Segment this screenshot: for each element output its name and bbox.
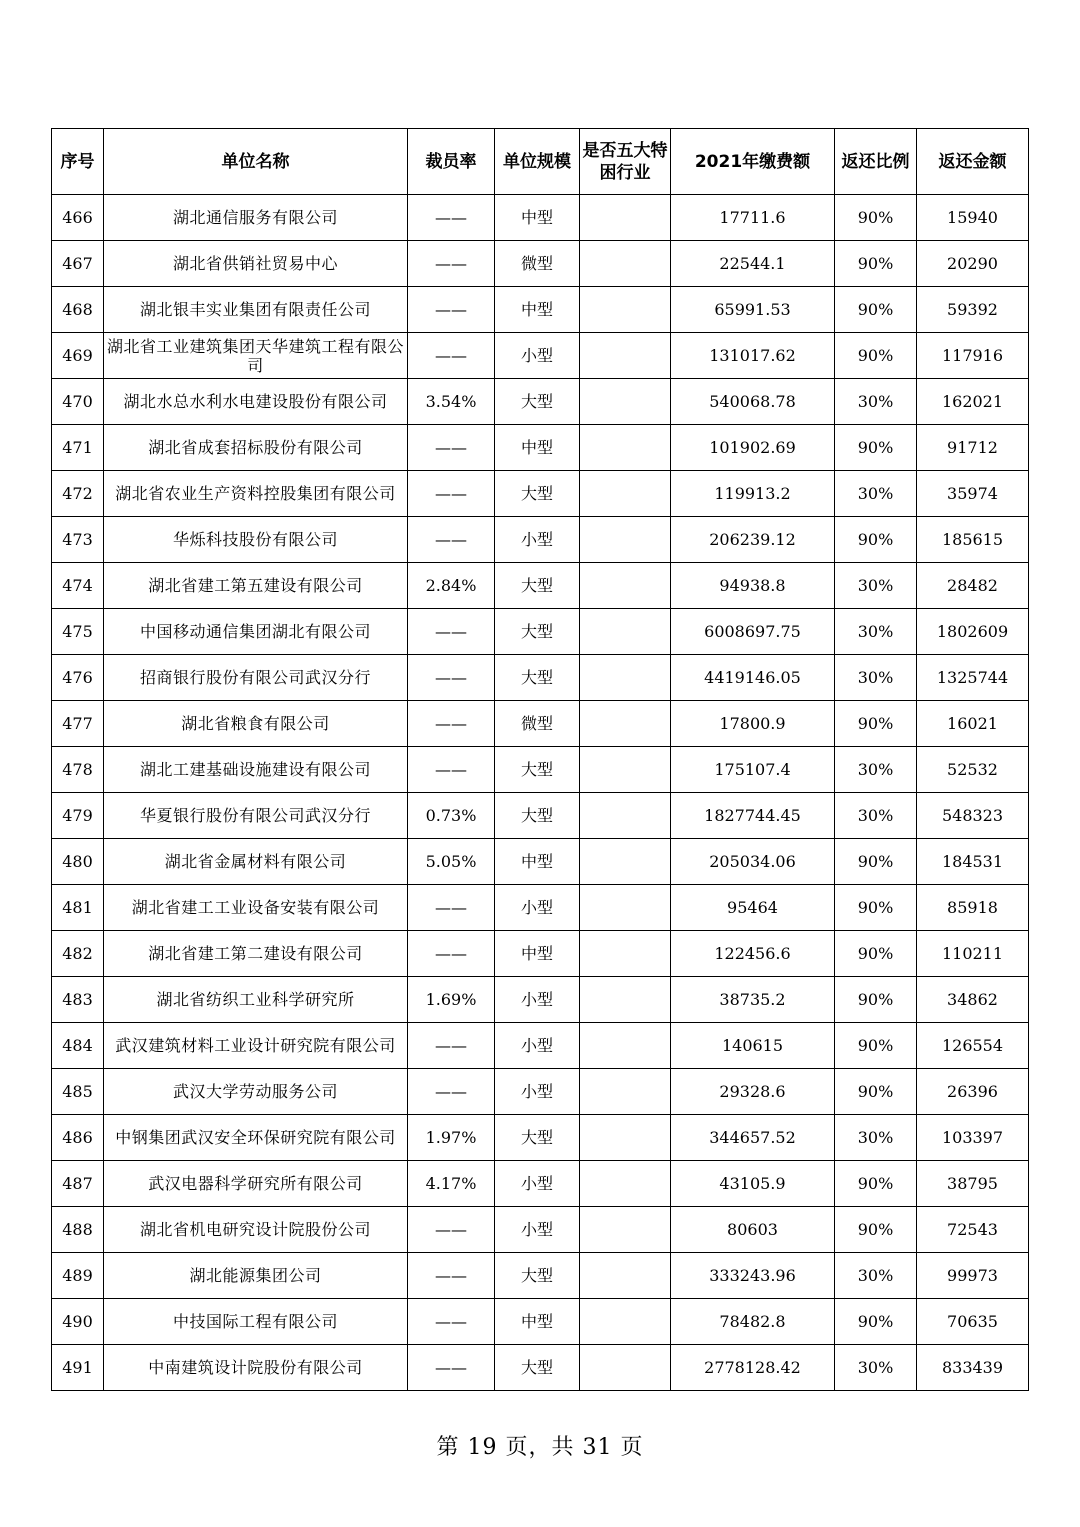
cell-unit-size: 大型 (495, 655, 580, 701)
cell-refund-amount: 91712 (917, 425, 1029, 471)
cell-hardship-industry (580, 1207, 671, 1253)
cell-index: 475 (52, 609, 104, 655)
cell-payment-2021: 29328.6 (671, 1069, 835, 1115)
table-row (52, 287, 1029, 333)
header-refund-amount: 返还金额 (917, 129, 1029, 195)
cell-refund-ratio: 30% (835, 1115, 917, 1161)
table-row (52, 379, 1029, 425)
cell-refund-amount: 26396 (917, 1069, 1029, 1115)
cell-payment-2021: 2778128.42 (671, 1345, 835, 1391)
cell-unit-name: 中技国际工程有限公司 (104, 1299, 408, 1345)
table-row (52, 563, 1029, 609)
table-row (52, 839, 1029, 885)
cell-refund-amount: 85918 (917, 885, 1029, 931)
table-row (52, 1253, 1029, 1299)
cell-refund-ratio: 30% (835, 1253, 917, 1299)
cell-refund-amount: 70635 (917, 1299, 1029, 1345)
cell-payment-2021: 95464 (671, 885, 835, 931)
cell-unit-name: 华夏银行股份有限公司武汉分行 (104, 793, 408, 839)
cell-index: 479 (52, 793, 104, 839)
cell-unit-size: 大型 (495, 1345, 580, 1391)
cell-unit-size: 大型 (495, 1253, 580, 1299)
cell-unit-name: 招商银行股份有限公司武汉分行 (104, 655, 408, 701)
cell-hardship-industry (580, 1115, 671, 1161)
cell-unit-name: 武汉建筑材料工业设计研究院有限公司 (104, 1023, 408, 1069)
cell-index: 469 (52, 333, 104, 379)
cell-payment-2021: 78482.8 (671, 1299, 835, 1345)
cell-unit-name: 武汉电器科学研究所有限公司 (104, 1161, 408, 1207)
cell-refund-amount: 1802609 (917, 609, 1029, 655)
table-row (52, 1115, 1029, 1161)
cell-payment-2021: 344657.52 (671, 1115, 835, 1161)
cell-index: 476 (52, 655, 104, 701)
cell-layoff-rate: —— (408, 701, 495, 747)
cell-refund-amount: 126554 (917, 1023, 1029, 1069)
cell-refund-amount: 184531 (917, 839, 1029, 885)
cell-hardship-industry (580, 471, 671, 517)
cell-index: 491 (52, 1345, 104, 1391)
cell-hardship-industry (580, 885, 671, 931)
page-footer: 第 19 页，共 31 页 (436, 1435, 644, 1460)
cell-layoff-rate: —— (408, 747, 495, 793)
header-row (52, 129, 1029, 195)
cell-refund-ratio: 90% (835, 517, 917, 563)
table-row (52, 1161, 1029, 1207)
cell-layoff-rate: —— (408, 287, 495, 333)
header-layoff-rate: 裁员率 (408, 129, 495, 195)
cell-refund-ratio: 90% (835, 287, 917, 333)
cell-layoff-rate: 4.17% (408, 1161, 495, 1207)
cell-layoff-rate: 1.69% (408, 977, 495, 1023)
cell-payment-2021: 140615 (671, 1023, 835, 1069)
cell-unit-size: 大型 (495, 379, 580, 425)
cell-unit-name: 武汉大学劳动服务公司 (104, 1069, 408, 1115)
cell-refund-amount: 59392 (917, 287, 1029, 333)
cell-hardship-industry (580, 793, 671, 839)
cell-unit-size: 小型 (495, 333, 580, 379)
cell-layoff-rate: 2.84% (408, 563, 495, 609)
table-row (52, 655, 1029, 701)
cell-refund-amount: 833439 (917, 1345, 1029, 1391)
cell-refund-amount: 20290 (917, 241, 1029, 287)
cell-refund-amount: 72543 (917, 1207, 1029, 1253)
cell-unit-name: 湖北省金属材料有限公司 (104, 839, 408, 885)
table-row (52, 517, 1029, 563)
cell-hardship-industry (580, 655, 671, 701)
cell-payment-2021: 80603 (671, 1207, 835, 1253)
cell-refund-ratio: 30% (835, 563, 917, 609)
cell-layoff-rate: 1.97% (408, 1115, 495, 1161)
cell-payment-2021: 65991.53 (671, 287, 835, 333)
cell-hardship-industry (580, 701, 671, 747)
cell-layoff-rate: —— (408, 425, 495, 471)
cell-unit-size: 中型 (495, 425, 580, 471)
cell-unit-size: 微型 (495, 701, 580, 747)
cell-unit-size: 中型 (495, 839, 580, 885)
cell-unit-name: 湖北省粮食有限公司 (104, 701, 408, 747)
cell-unit-name: 湖北能源集团公司 (104, 1253, 408, 1299)
cell-refund-ratio: 90% (835, 333, 917, 379)
cell-unit-size: 大型 (495, 609, 580, 655)
cell-payment-2021: 131017.62 (671, 333, 835, 379)
cell-unit-size: 微型 (495, 241, 580, 287)
cell-layoff-rate: —— (408, 333, 495, 379)
cell-unit-name: 湖北省建工第五建设有限公司 (104, 563, 408, 609)
cell-index: 483 (52, 977, 104, 1023)
cell-unit-size: 中型 (495, 1299, 580, 1345)
header-refund-ratio: 返还比例 (835, 129, 917, 195)
table-row (52, 195, 1029, 241)
header-hardship-industry: 是否五大特困行业 (580, 129, 671, 195)
cell-index: 480 (52, 839, 104, 885)
cell-hardship-industry (580, 287, 671, 333)
cell-layoff-rate: —— (408, 1069, 495, 1115)
cell-payment-2021: 122456.6 (671, 931, 835, 977)
cell-payment-2021: 6008697.75 (671, 609, 835, 655)
cell-unit-size: 小型 (495, 1161, 580, 1207)
cell-refund-amount: 15940 (917, 195, 1029, 241)
cell-hardship-industry (580, 1299, 671, 1345)
cell-refund-ratio: 90% (835, 1299, 917, 1345)
cell-index: 466 (52, 195, 104, 241)
cell-hardship-industry (580, 1161, 671, 1207)
cell-index: 468 (52, 287, 104, 333)
cell-refund-amount: 548323 (917, 793, 1029, 839)
cell-refund-ratio: 30% (835, 1345, 917, 1391)
table-row (52, 931, 1029, 977)
cell-layoff-rate: 0.73% (408, 793, 495, 839)
cell-refund-amount: 99973 (917, 1253, 1029, 1299)
cell-refund-amount: 1325744 (917, 655, 1029, 701)
table-row (52, 609, 1029, 655)
refund-table (51, 128, 1029, 1391)
cell-unit-size: 小型 (495, 1069, 580, 1115)
cell-unit-name: 华烁科技股份有限公司 (104, 517, 408, 563)
cell-refund-ratio: 30% (835, 609, 917, 655)
table-row (52, 1023, 1029, 1069)
cell-refund-amount: 34862 (917, 977, 1029, 1023)
table-row (52, 977, 1029, 1023)
cell-unit-name: 湖北省机电研究设计院股份公司 (104, 1207, 408, 1253)
cell-refund-ratio: 90% (835, 1069, 917, 1115)
cell-unit-size: 小型 (495, 977, 580, 1023)
cell-unit-name: 湖北省成套招标股份有限公司 (104, 425, 408, 471)
cell-refund-ratio: 90% (835, 977, 917, 1023)
cell-hardship-industry (580, 747, 671, 793)
cell-refund-ratio: 90% (835, 1161, 917, 1207)
cell-layoff-rate: —— (408, 471, 495, 517)
cell-refund-ratio: 30% (835, 655, 917, 701)
cell-payment-2021: 17711.6 (671, 195, 835, 241)
header-unit-size: 单位规模 (495, 129, 580, 195)
cell-index: 478 (52, 747, 104, 793)
cell-unit-name: 湖北省纺织工业科学研究所 (104, 977, 408, 1023)
cell-layoff-rate: —— (408, 195, 495, 241)
cell-unit-name: 湖北工建基础设施建设有限公司 (104, 747, 408, 793)
header-payment-2021: 2021年缴费额 (671, 129, 835, 195)
cell-refund-amount: 103397 (917, 1115, 1029, 1161)
cell-index: 473 (52, 517, 104, 563)
cell-hardship-industry (580, 241, 671, 287)
table-row (52, 1299, 1029, 1345)
cell-unit-name: 湖北省农业生产资料控股集团有限公司 (104, 471, 408, 517)
cell-index: 489 (52, 1253, 104, 1299)
cell-index: 472 (52, 471, 104, 517)
cell-payment-2021: 4419146.05 (671, 655, 835, 701)
cell-hardship-industry (580, 1345, 671, 1391)
cell-payment-2021: 94938.8 (671, 563, 835, 609)
cell-unit-size: 大型 (495, 747, 580, 793)
cell-refund-ratio: 90% (835, 1207, 917, 1253)
cell-refund-amount: 110211 (917, 931, 1029, 977)
cell-payment-2021: 540068.78 (671, 379, 835, 425)
cell-layoff-rate: —— (408, 517, 495, 563)
cell-refund-amount: 52532 (917, 747, 1029, 793)
cell-unit-size: 大型 (495, 563, 580, 609)
cell-unit-name: 中钢集团武汉安全环保研究院有限公司 (104, 1115, 408, 1161)
cell-unit-name: 湖北省供销社贸易中心 (104, 241, 408, 287)
cell-unit-size: 中型 (495, 195, 580, 241)
cell-layoff-rate: —— (408, 885, 495, 931)
cell-unit-name: 中国移动通信集团湖北有限公司 (104, 609, 408, 655)
table-row (52, 1345, 1029, 1391)
cell-layoff-rate: —— (408, 609, 495, 655)
cell-refund-ratio: 90% (835, 839, 917, 885)
cell-hardship-industry (580, 1069, 671, 1115)
cell-index: 467 (52, 241, 104, 287)
cell-unit-size: 小型 (495, 1207, 580, 1253)
cell-hardship-industry (580, 563, 671, 609)
cell-payment-2021: 333243.96 (671, 1253, 835, 1299)
cell-hardship-industry (580, 425, 671, 471)
cell-refund-ratio: 90% (835, 885, 917, 931)
cell-refund-ratio: 90% (835, 1023, 917, 1069)
cell-layoff-rate: —— (408, 1253, 495, 1299)
cell-payment-2021: 101902.69 (671, 425, 835, 471)
cell-index: 486 (52, 1115, 104, 1161)
cell-refund-ratio: 90% (835, 701, 917, 747)
cell-layoff-rate: —— (408, 1207, 495, 1253)
cell-payment-2021: 119913.2 (671, 471, 835, 517)
cell-refund-ratio: 30% (835, 379, 917, 425)
table-row (52, 471, 1029, 517)
cell-index: 485 (52, 1069, 104, 1115)
table-row (52, 333, 1029, 379)
cell-index: 484 (52, 1023, 104, 1069)
cell-unit-name: 湖北水总水利水电建设股份有限公司 (104, 379, 408, 425)
cell-hardship-industry (580, 977, 671, 1023)
table-row (52, 701, 1029, 747)
cell-payment-2021: 206239.12 (671, 517, 835, 563)
cell-refund-amount: 162021 (917, 379, 1029, 425)
cell-payment-2021: 17800.9 (671, 701, 835, 747)
cell-refund-ratio: 90% (835, 425, 917, 471)
table-row (52, 747, 1029, 793)
cell-index: 481 (52, 885, 104, 931)
cell-layoff-rate: 5.05% (408, 839, 495, 885)
cell-unit-size: 大型 (495, 471, 580, 517)
cell-unit-size: 中型 (495, 287, 580, 333)
cell-unit-size: 小型 (495, 517, 580, 563)
cell-payment-2021: 43105.9 (671, 1161, 835, 1207)
cell-refund-ratio: 30% (835, 747, 917, 793)
cell-hardship-industry (580, 609, 671, 655)
header-unit-name: 单位名称 (104, 129, 408, 195)
table-row (52, 425, 1029, 471)
table-row (52, 793, 1029, 839)
header-index: 序号 (52, 129, 104, 195)
cell-index: 490 (52, 1299, 104, 1345)
cell-layoff-rate: —— (408, 1299, 495, 1345)
cell-refund-ratio: 90% (835, 195, 917, 241)
cell-payment-2021: 22544.1 (671, 241, 835, 287)
cell-index: 487 (52, 1161, 104, 1207)
cell-refund-ratio: 30% (835, 793, 917, 839)
cell-refund-amount: 28482 (917, 563, 1029, 609)
cell-hardship-industry (580, 379, 671, 425)
cell-unit-size: 大型 (495, 793, 580, 839)
cell-layoff-rate: —— (408, 1345, 495, 1391)
cell-refund-amount: 117916 (917, 333, 1029, 379)
cell-payment-2021: 205034.06 (671, 839, 835, 885)
cell-refund-ratio: 90% (835, 241, 917, 287)
cell-hardship-industry (580, 1253, 671, 1299)
cell-hardship-industry (580, 333, 671, 379)
table-row (52, 241, 1029, 287)
cell-unit-size: 大型 (495, 1115, 580, 1161)
cell-unit-name: 中南建筑设计院股份有限公司 (104, 1345, 408, 1391)
cell-hardship-industry (580, 839, 671, 885)
cell-payment-2021: 175107.4 (671, 747, 835, 793)
cell-hardship-industry (580, 195, 671, 241)
cell-unit-name: 湖北银丰实业集团有限责任公司 (104, 287, 408, 333)
cell-unit-name: 湖北通信服务有限公司 (104, 195, 408, 241)
cell-unit-name: 湖北省建工第二建设有限公司 (104, 931, 408, 977)
cell-layoff-rate: —— (408, 1023, 495, 1069)
cell-refund-amount: 16021 (917, 701, 1029, 747)
cell-payment-2021: 1827744.45 (671, 793, 835, 839)
cell-layoff-rate: —— (408, 655, 495, 701)
cell-hardship-industry (580, 931, 671, 977)
cell-index: 474 (52, 563, 104, 609)
cell-index: 477 (52, 701, 104, 747)
cell-hardship-industry (580, 517, 671, 563)
cell-refund-amount: 38795 (917, 1161, 1029, 1207)
table-row (52, 1069, 1029, 1115)
cell-refund-ratio: 90% (835, 931, 917, 977)
table-row (52, 1207, 1029, 1253)
cell-index: 470 (52, 379, 104, 425)
cell-layoff-rate: —— (408, 931, 495, 977)
cell-index: 488 (52, 1207, 104, 1253)
cell-layoff-rate: 3.54% (408, 379, 495, 425)
cell-refund-amount: 35974 (917, 471, 1029, 517)
cell-hardship-industry (580, 1023, 671, 1069)
cell-unit-name: 湖北省工业建筑集团天华建筑工程有限公司 (104, 333, 408, 379)
cell-unit-size: 小型 (495, 885, 580, 931)
cell-unit-size: 小型 (495, 1023, 580, 1069)
cell-refund-amount: 185615 (917, 517, 1029, 563)
cell-layoff-rate: —— (408, 241, 495, 287)
cell-payment-2021: 38735.2 (671, 977, 835, 1023)
cell-unit-size: 中型 (495, 931, 580, 977)
cell-index: 471 (52, 425, 104, 471)
cell-index: 482 (52, 931, 104, 977)
cell-refund-ratio: 30% (835, 471, 917, 517)
cell-unit-name: 湖北省建工工业设备安装有限公司 (104, 885, 408, 931)
table-row (52, 885, 1029, 931)
